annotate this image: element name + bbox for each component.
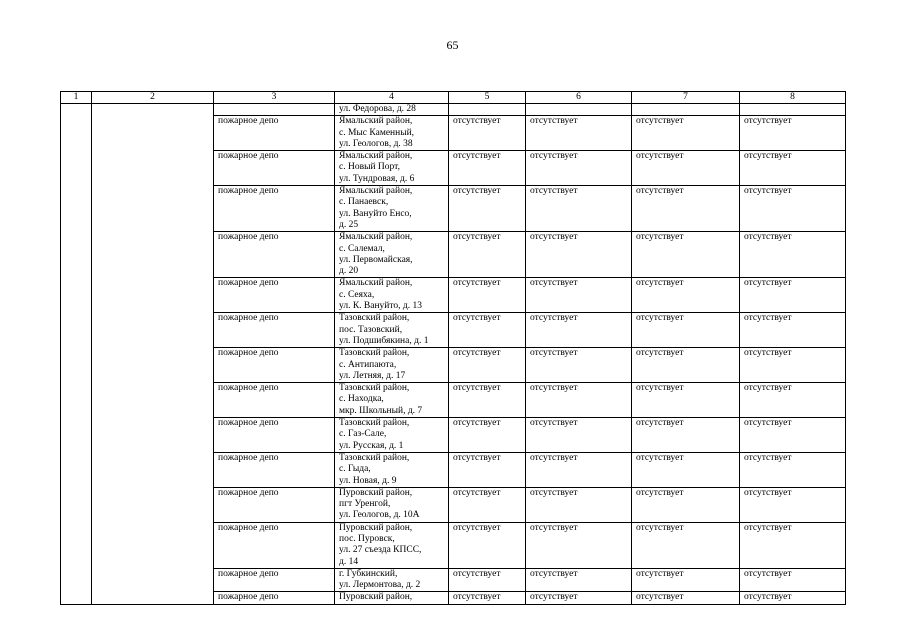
status-cell-c6 <box>526 104 632 116</box>
status-cell-c6: отсутствует <box>526 232 632 278</box>
column-number: 5 <box>449 92 526 104</box>
status-cell-c8: отсутствует <box>740 452 846 487</box>
status-cell-c8: отсутствует <box>740 116 846 151</box>
address-line: ул. Подшибякина, д. 1 <box>339 335 429 346</box>
status-cell-c5: отсутствует <box>449 278 526 313</box>
address-line: ул. Тундровая, д. 6 <box>339 173 415 184</box>
address-line: Ямальский район, <box>339 278 413 289</box>
address-line: с. Гыда, <box>339 464 371 475</box>
status-cell-c6: отсутствует <box>526 348 632 383</box>
address-line: мкр. Школьный, д. 7 <box>339 405 423 416</box>
status-cell-c7: отсутствует <box>632 278 740 313</box>
status-cell-c8: отсутствует <box>740 278 846 313</box>
status-cell-c5: отсутствует <box>449 348 526 383</box>
status-cell-c6: отсутствует <box>526 313 632 348</box>
address-line: с. Газ-Сале, <box>339 429 387 440</box>
address-line: с. Антипаюта, <box>339 359 397 370</box>
address-line: Пуровский район, <box>339 522 413 533</box>
status-cell-c8: отсутствует <box>740 592 846 604</box>
status-cell-c5: отсутствует <box>449 116 526 151</box>
address-line: ул. Лермонтова, д. 2 <box>339 580 421 591</box>
status-cell-c8: отсутствует <box>740 313 846 348</box>
status-cell-c5: отсутствует <box>449 487 526 522</box>
status-cell-c6: отсутствует <box>526 278 632 313</box>
status-cell-c7: отсутствует <box>632 418 740 453</box>
status-cell-c5 <box>449 104 526 116</box>
object-type-cell: пожарное депо <box>214 522 335 568</box>
status-cell-c7 <box>632 104 740 116</box>
object-type-cell: пожарное депо <box>214 232 335 278</box>
object-type-cell: пожарное депо <box>214 278 335 313</box>
status-cell-c8: отсутствует <box>740 348 846 383</box>
status-cell-c5: отсутствует <box>449 186 526 232</box>
address-cell <box>335 452 449 487</box>
object-type-cell: пожарное депо <box>214 592 335 604</box>
status-cell-c7: отсутствует <box>632 116 740 151</box>
column-number: 3 <box>214 92 335 104</box>
object-type-cell: пожарное депо <box>214 313 335 348</box>
status-cell-c8: отсутствует <box>740 186 846 232</box>
address-line: Ямальский район, <box>339 151 413 162</box>
address-line: с. Новый Порт, <box>339 162 400 173</box>
address-cell <box>335 592 449 604</box>
status-cell-c7: отсутствует <box>632 522 740 568</box>
address-line: ул. К. Вануйто, д. 13 <box>339 301 422 312</box>
status-cell-c8: отсутствует <box>740 383 846 418</box>
status-cell-c6: отсутствует <box>526 186 632 232</box>
column-number: 2 <box>92 92 214 104</box>
address-line: ул. 27 съезда КПСС, <box>339 545 422 556</box>
address-line: пос. Пуровск, <box>339 533 395 544</box>
address-cell <box>335 186 449 232</box>
status-cell-c7: отсутствует <box>632 313 740 348</box>
status-cell-c7: отсутствует <box>632 452 740 487</box>
status-cell-c8: отсутствует <box>740 151 846 186</box>
status-cell-c5: отсутствует <box>449 452 526 487</box>
address-line: пос. Тазовский, <box>339 324 403 335</box>
column-number: 4 <box>335 92 449 104</box>
page-number: 65 <box>446 38 459 52</box>
status-cell-c6: отсутствует <box>526 418 632 453</box>
status-cell-c5: отсутствует <box>449 418 526 453</box>
address-line: Ямальский район, <box>339 186 413 197</box>
address-line: с. Салемал, <box>339 243 385 254</box>
status-cell-c6: отсутствует <box>526 487 632 522</box>
object-type-cell: пожарное депо <box>214 383 335 418</box>
address-line: пгт Уренгой, <box>339 499 391 510</box>
address-line: г. Губкинский, <box>339 568 398 579</box>
address-line: Тазовский район, <box>339 313 410 324</box>
status-cell-c6: отсутствует <box>526 452 632 487</box>
address-line: ул. Вануйто Енсо, <box>339 208 412 219</box>
address-line: Пуровский район, <box>339 487 413 498</box>
status-cell-c8: отсутствует <box>740 522 846 568</box>
object-type-cell: пожарное депо <box>214 116 335 151</box>
status-cell-c7: отсутствует <box>632 383 740 418</box>
address-cell <box>335 104 449 116</box>
object-type-cell: пожарное депо <box>214 487 335 522</box>
status-cell-c6: отсутствует <box>526 522 632 568</box>
address-line: ул. Геологов, д. 38 <box>339 138 413 149</box>
address-line: ул. Первомайская, <box>339 254 413 265</box>
status-cell-c8 <box>740 104 846 116</box>
status-cell-c7: отсутствует <box>632 487 740 522</box>
column-number: 7 <box>632 92 740 104</box>
registry-table <box>60 91 846 605</box>
address-line: д. 14 <box>339 556 359 567</box>
object-type-cell: пожарное депо <box>214 348 335 383</box>
status-cell-c6: отсутствует <box>526 592 632 604</box>
status-cell-c5: отсутствует <box>449 568 526 592</box>
address-line: с. Мыс Каменный, <box>339 127 415 138</box>
status-cell-c5: отсутствует <box>449 313 526 348</box>
status-cell-c7: отсутствует <box>632 568 740 592</box>
address-cell <box>335 348 449 383</box>
address-cell <box>335 568 449 592</box>
address-line: ул. Летняя, д. 17 <box>339 370 406 381</box>
status-cell-c7: отсутствует <box>632 186 740 232</box>
address-line: с. Панаевск, <box>339 197 389 208</box>
status-cell-c8: отсутствует <box>740 568 846 592</box>
object-type-cell: пожарное депо <box>214 151 335 186</box>
status-cell-c6: отсутствует <box>526 568 632 592</box>
address-line: с. Сеяха, <box>339 289 375 300</box>
status-cell-c5: отсутствует <box>449 383 526 418</box>
address-line: ул. Геологов, д. 10А <box>339 510 420 521</box>
address-line: Тазовский район, <box>339 452 410 463</box>
column-number: 8 <box>740 92 846 104</box>
status-cell-c7: отсутствует <box>632 348 740 383</box>
address-cell <box>335 418 449 453</box>
status-cell-c7: отсутствует <box>632 592 740 604</box>
address-line: Тазовский район, <box>339 418 410 429</box>
address-cell <box>335 313 449 348</box>
column-number: 1 <box>61 92 92 104</box>
address-cell <box>335 116 449 151</box>
status-cell-c5: отсутствует <box>449 522 526 568</box>
status-cell-c8: отсутствует <box>740 487 846 522</box>
address-line: ул. Федорова, д. 28 <box>339 104 416 114</box>
address-line: Пуровский район, <box>339 592 413 603</box>
column-number: 6 <box>526 92 632 104</box>
address-line: д. 25 <box>339 219 359 230</box>
status-cell-c8: отсутствует <box>740 232 846 278</box>
address-cell <box>335 278 449 313</box>
address-line: ул. Новая, д. 9 <box>339 475 397 486</box>
object-type-cell: пожарное депо <box>214 452 335 487</box>
status-cell-c6: отсутствует <box>526 383 632 418</box>
address-line: Ямальский район, <box>339 232 413 243</box>
region-cell <box>61 104 92 605</box>
object-type-cell: пожарное депо <box>214 568 335 592</box>
address-line: д. 20 <box>339 266 359 277</box>
address-cell <box>335 232 449 278</box>
address-cell <box>335 522 449 568</box>
object-type-cell: пожарное депо <box>214 418 335 453</box>
status-cell-c5: отсутствует <box>449 232 526 278</box>
status-cell-c6: отсутствует <box>526 151 632 186</box>
address-line: Ямальский район, <box>339 116 413 127</box>
address-line: с. Находка, <box>339 394 384 405</box>
status-cell-c7: отсутствует <box>632 151 740 186</box>
address-line: ул. Русская, д. 1 <box>339 440 404 451</box>
status-cell-c7: отсутствует <box>632 232 740 278</box>
address-line: Тазовский район, <box>339 348 410 359</box>
address-cell <box>335 151 449 186</box>
address-line: Тазовский район, <box>339 383 410 394</box>
status-cell-c6: отсутствует <box>526 116 632 151</box>
municipality-cell <box>92 104 214 605</box>
status-cell-c8: отсутствует <box>740 418 846 453</box>
column-number-row <box>61 92 846 104</box>
address-cell <box>335 383 449 418</box>
object-type-cell <box>214 104 335 116</box>
table-row <box>61 104 846 116</box>
status-cell-c5: отсутствует <box>449 592 526 604</box>
address-cell <box>335 487 449 522</box>
object-type-cell: пожарное депо <box>214 186 335 232</box>
status-cell-c5: отсутствует <box>449 151 526 186</box>
table-body <box>61 104 846 605</box>
